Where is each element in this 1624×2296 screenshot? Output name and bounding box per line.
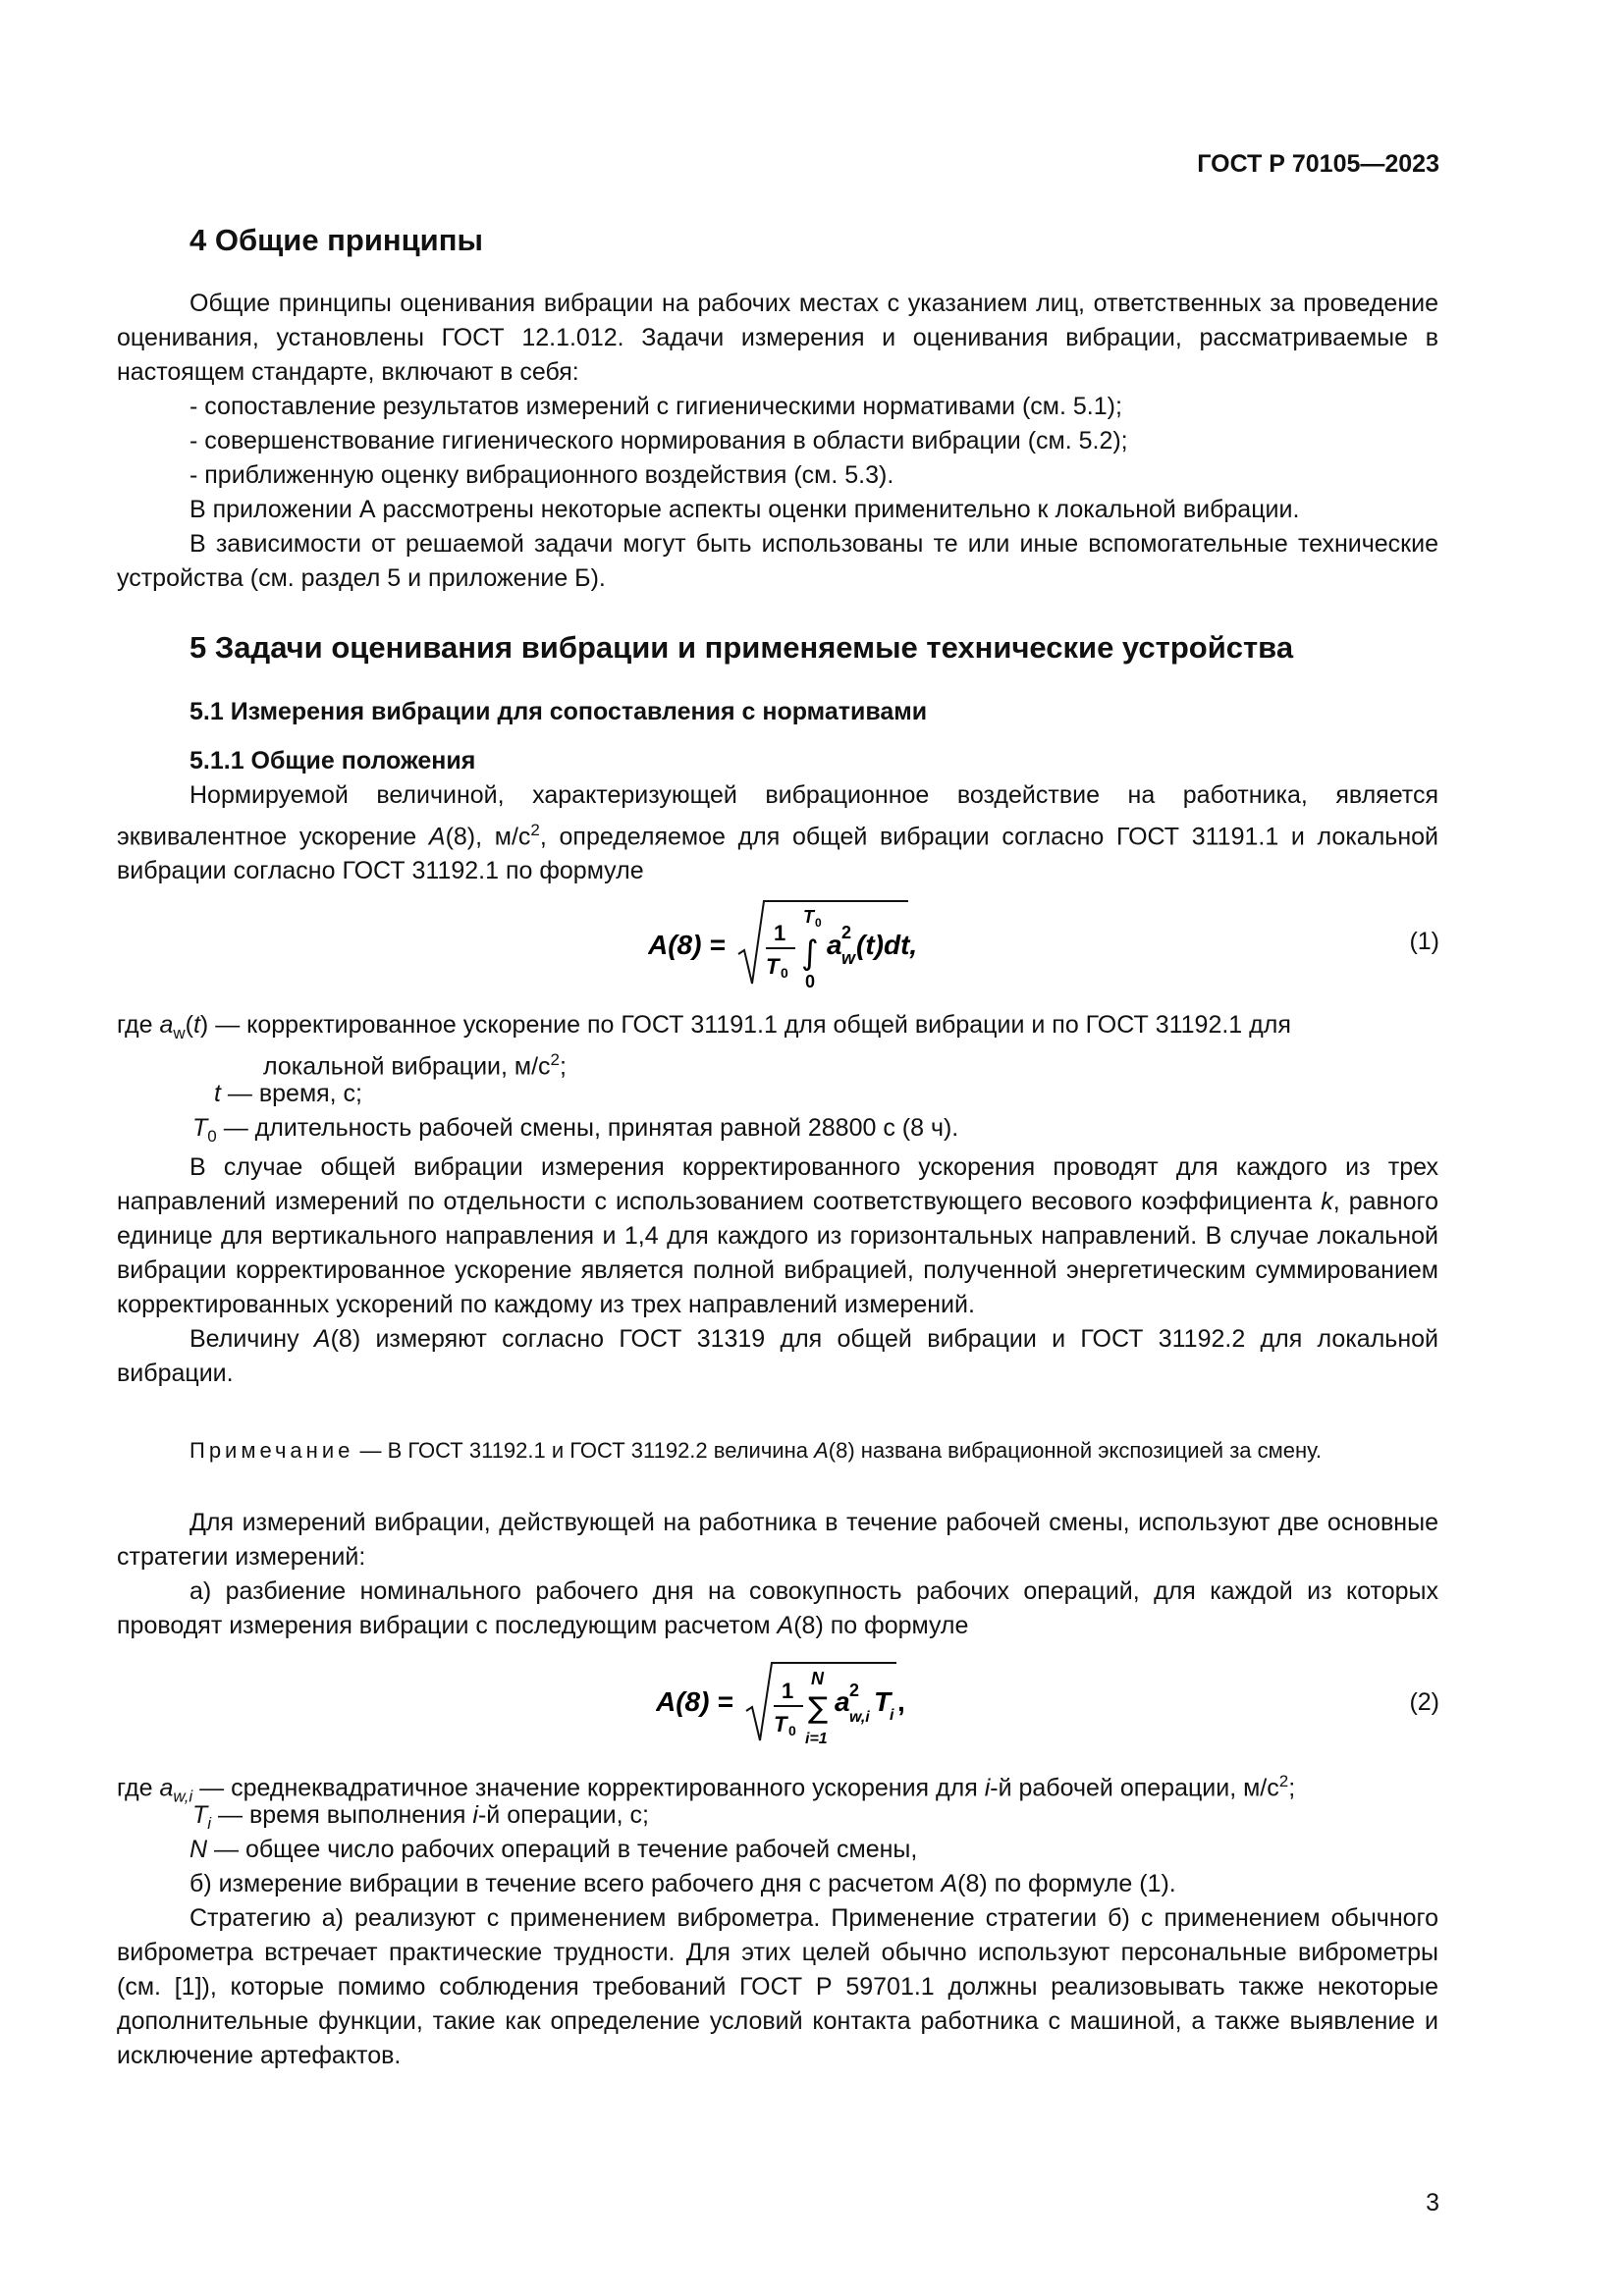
symbol-A: A — [777, 1612, 794, 1639]
s4-list-item: - совершенствование гигиенического нормирования в области вибрации (см. 5.2); — [189, 427, 1128, 454]
superscript: 2 — [530, 821, 540, 839]
section-4-body — [117, 287, 1438, 596]
sum-lower: i=1 — [805, 1731, 828, 1747]
symbol-a: a — [159, 1011, 174, 1039]
text-run: (8) по формуле — [793, 1612, 969, 1639]
s511-paragraph-4: Для измерений вибрации, действующей на работника в течение рабочей смены, используют две основные стратегии измерений: — [117, 1509, 1438, 1571]
text-run: , равного единице для вертикального направления и 1,4 для каждого из горизонтальных направлений. В случае локальной вибрации корректированное ускорение является полной вибрацией, полученной энергетическим суммированием корректированных ускорений по каждому из трех направлений измерений. — [117, 1188, 1438, 1318]
superscript: 2 — [550, 1050, 561, 1069]
superscript: 2 — [849, 1681, 860, 1700]
s511-end — [117, 1867, 1438, 2073]
fraction-numerator: 1 — [774, 921, 786, 945]
subscript: i — [890, 1707, 894, 1724]
subscript: w — [173, 1024, 186, 1042]
subscript: 0 — [815, 916, 822, 930]
s511-paragraph-3 — [117, 1322, 1438, 1391]
symbol-t: t — [192, 1011, 200, 1039]
symbol-T: T — [874, 1686, 892, 1717]
formula-2-number: (2) — [1409, 1688, 1439, 1716]
where-2-N — [189, 1833, 917, 1867]
text-run: (8), м/с — [445, 823, 531, 851]
formula-1 — [648, 893, 943, 991]
text-run: б) измерение вибрации в течение всего рабочего дня с расчетом — [189, 1870, 942, 1897]
subscript: i — [207, 1814, 212, 1833]
where-label: где — [117, 1774, 153, 1802]
symbol-T: T — [192, 1114, 208, 1142]
document-id: ГОСТ Р 70105—2023 — [1197, 150, 1439, 178]
subscript: w — [841, 948, 856, 968]
s511-paragraph-2 — [117, 1150, 1438, 1322]
where-1-cont: локальной вибрации, $м/с^2$; — [263, 1050, 567, 1081]
symbol-k: k — [1321, 1188, 1333, 1215]
symbol-N: N — [189, 1836, 208, 1863]
fraction-numerator: 1 — [782, 1679, 794, 1703]
text-run: (8) измеряют согласно ГОСТ 31319 для общей вибрации и ГОСТ 31192.2 для локальной вибрации. — [117, 1325, 1439, 1387]
note-label: Примечание — [189, 1438, 354, 1463]
integral-lower: 0 — [805, 972, 816, 991]
symbol-a: a — [835, 1686, 850, 1717]
where-1-t — [214, 1077, 362, 1111]
symbol-A: A — [814, 1438, 829, 1463]
text-run: , определяемое для общей вибрации согласно ГОСТ 31191.1 и локальной вибрации согласно ГОСТ 31192.1 по формуле — [117, 823, 1438, 885]
where-1-T0 — [192, 1111, 958, 1153]
sum-sign: ∑ — [808, 1691, 829, 1726]
s511-intro — [117, 778, 1438, 888]
definition-text: — время, с; — [227, 1080, 363, 1107]
strategy-b — [117, 1867, 1438, 1901]
strategies — [117, 1506, 1438, 1643]
symbol-a: a — [827, 930, 842, 960]
section-5-title: 5 Задачи оценивания вибрации и применяемые технические устройства — [189, 630, 1294, 665]
superscript: 2 — [1278, 1772, 1289, 1790]
strategy-a — [117, 1575, 1438, 1643]
subscript: 0 — [788, 1723, 796, 1738]
text-run: Нормируемой величиной, характеризующей вибрационное воздействие на работника, является эквивалентное ускорение — [117, 781, 1438, 851]
s4-list-item: - сопоставление результатов измерений с гигиеническими нормативами (см. 5.1); — [189, 393, 1122, 420]
where-label: где — [117, 1011, 153, 1039]
text-run: (8) по формуле (1). — [957, 1870, 1176, 1897]
s511-paragraph-1 — [117, 778, 1438, 888]
formula-2 — [656, 1657, 911, 1750]
subscript: 0 — [781, 965, 788, 981]
sum-upper: N — [811, 1669, 824, 1688]
fraction-denominator: T — [766, 954, 780, 979]
subscript: w,i — [173, 1787, 193, 1806]
s4-paragraph-2: В приложении А рассмотрены некоторые аспекты оценки применительно к локальной вибрации. — [189, 496, 1300, 523]
formula-1-number: (1) — [1409, 928, 1439, 955]
s4-paragraph-3: В зависимости от решаемой задачи могут быть использованы те или иные вспомогательные технические устройства (см. раздел 5 и приложение Б). — [117, 530, 1438, 592]
definition-text: — длительность рабочей смены, принятая равной 28800 с (8 ч). — [223, 1114, 959, 1142]
integral-sign: ∫ — [801, 934, 819, 973]
integral-upper: T — [803, 907, 814, 927]
definition-text: — общее число рабочих операций в течение рабочей смены, — [214, 1836, 918, 1863]
symbol-A: A — [428, 823, 446, 851]
symbol-i: i — [472, 1801, 478, 1829]
definition-text: локальной вибрации, м/с — [263, 1052, 551, 1081]
text-run: а) разбиение номинального рабочего дня на совокупность рабочих операций, для каждой из которых проводят измерения вибрации с последующим расчетом — [117, 1577, 1438, 1639]
s511-body — [117, 1150, 1438, 1391]
section-4-title: 4 Общие принципы — [189, 223, 483, 257]
symbol-A: A — [941, 1870, 958, 1897]
s4-list-item: - приближенную оценку вибрационного воздействия (см. 5.3). — [189, 461, 894, 489]
symbol-t: t — [214, 1080, 221, 1107]
section-5-1-1-title: 5.1.1 Общие положения — [189, 747, 476, 774]
symbol-A: A — [313, 1325, 331, 1353]
symbol-T: T — [192, 1801, 208, 1829]
note — [117, 1436, 1438, 1466]
formula-lhs: A(8) = — [656, 1686, 733, 1717]
comma: , — [897, 1686, 905, 1717]
section-5-1-title: 5.1 Измерения вибрации для сопоставления с нормативами — [189, 698, 928, 725]
symbol-a: a — [159, 1774, 174, 1802]
s4-paragraph-1: Общие принципы оценивания вибрации на рабочих местах с указанием лиц, ответственных за проведение оценивания, установлены ГОСТ 12.1.012. Задачи измерения и оценивания вибрации, рассматриваемые в настоящем стандарте, включают в себя: — [117, 290, 1438, 386]
where-2: где $a_{w,i}$ — среднеквадратичное значение корректированного ускорения для i-й рабочей операции, $м/с^2$; — [117, 1772, 1296, 1806]
subscript: w,i — [849, 1709, 870, 1726]
definition-text: -й рабочей операции, м/с — [990, 1774, 1279, 1802]
definition-text: — среднеквадратичное значение корректированного ускорения для — [199, 1774, 985, 1802]
subscript: 0 — [207, 1127, 217, 1146]
text-run: Величину — [189, 1325, 314, 1353]
definition-text: -й операции, с; — [477, 1801, 649, 1829]
formula-tail: (t)dt, — [856, 930, 918, 960]
superscript: 2 — [841, 923, 852, 942]
text-run: В случае общей вибрации измерения корректированного ускорения проводят для каждого из трех направлений измерений по отдельности с использованием соответствующего весового коэффициента — [117, 1153, 1438, 1215]
text-run: (8) названа вибрационной экспозицией за смену. — [828, 1438, 1323, 1463]
where-1: где $a_w(t)$ — корректированное ускорение по ГОСТ 31191.1 для общей вибрации и по ГОСТ 31192.1 для — [117, 1011, 1291, 1042]
text-run: — В ГОСТ 31192.1 и ГОСТ 31192.2 величина — [353, 1438, 815, 1463]
formula-lhs: A(8) = — [648, 930, 726, 960]
page-number: 3 — [1426, 2189, 1439, 2216]
symbol-i: i — [984, 1774, 991, 1802]
definition-text: — время выполнения — [218, 1801, 473, 1829]
s511-paragraph-5: Стратегию а) реализуют с применением виброметра. Применение стратегии б) с применением обычного виброметра встречает практические трудности. Для этих целей обычно используют персональные виброметры (см. [1]), которые помимо соблюдения требований ГОСТ Р 59701.1 должны реализовывать также некоторые дополнительные функции, такие как определение условий контакта работника с машиной, а также выявление и исключение артефактов. — [117, 1904, 1438, 2069]
definition-text: — корректированное ускорение по ГОСТ 31191.1 для общей вибрации и по ГОСТ 31192.1 для — [215, 1011, 1291, 1039]
fraction-denominator: T — [774, 1712, 787, 1736]
